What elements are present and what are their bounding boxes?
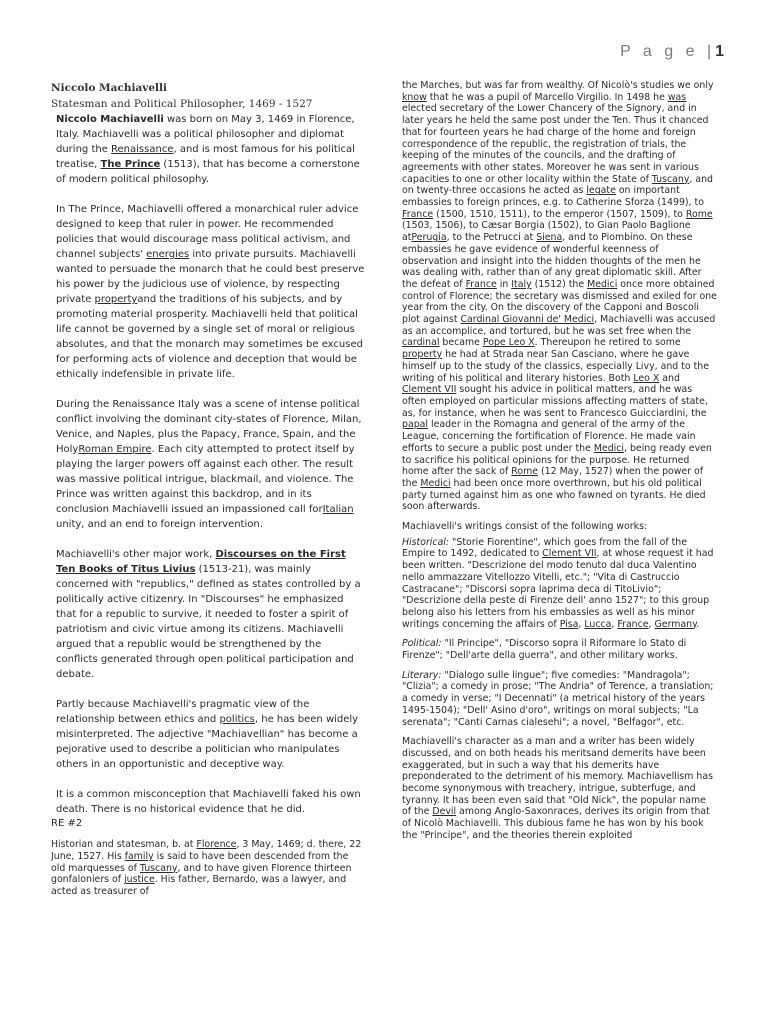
- text: leader in the Romagna and general of the army of the League, concerning the fortification of Florence. He made vain efforts to secure a public post under the: [402, 419, 696, 454]
- text: he had at Strada near San Casciano, where he gave himself up to the study of the classics, especially Livy, and to the writing of his political and literary histories. Both: [402, 349, 709, 384]
- link-was[interactable]: was: [667, 91, 687, 103]
- link-devil[interactable]: Devil: [432, 806, 457, 818]
- link-tuscany[interactable]: Tuscany: [139, 862, 178, 874]
- category-label: Historical:: [402, 536, 450, 548]
- text: ,: [578, 618, 585, 630]
- text: , and on twenty-three occasions he acted as: [402, 173, 713, 197]
- link-siena[interactable]: Siena: [536, 232, 563, 244]
- text: sought his advice in political matters, and he was often employed on particular missions affecting matters of state, as, for instance, when he was sent to Francesco Guicciardini, the: [402, 384, 708, 419]
- text: , at whose request it had been written. "Descrizione del modo tenuto dal duca Valentino nello ammazzare Vitellozzo Vitelli, etc."; "Vita di Castruccio Castracane"; "Discorsi sopra laprima deca di TitoLivio"; "Descrizione della peste di Firenze dell' anno 1527"; to this group belong also his letters from his embassies as well as his minor writings concerning the affairs of: [402, 548, 714, 630]
- link-clement-vii[interactable]: Clement VII: [402, 384, 457, 396]
- text: ,: [648, 618, 655, 630]
- text: , and to Piombino. On these embassies he gave evidence of wonderful keenness of observation and insight into the hidden thoughts of the men he was dealing with, rather than of any great diplomatic skill. After the defeat of: [402, 232, 702, 290]
- paragraph-literary: [402, 670, 717, 729]
- text: (1513), that has become a cornerstone of modern political philosophy.: [56, 159, 360, 185]
- paragraph-the-prince: [56, 202, 365, 382]
- text: , Machiavelli was accused as an accomplice, and tortured, but he was set free when the: [402, 314, 716, 337]
- paragraph-biography: [51, 839, 365, 898]
- link-lucca[interactable]: Lucca: [584, 618, 612, 630]
- link-property[interactable]: property: [402, 349, 443, 361]
- paragraph-character: [402, 736, 717, 841]
- link-legate[interactable]: legate: [586, 185, 616, 197]
- text: "Il Principe", "Discorso sopra il Riformare lo Stato di Firenze"; "Dell'arte della guerra", and other military works.: [402, 638, 687, 662]
- text: During the Renaissance Italy was a scene of intense political conflict involving the dominant city-states of Florence, Milan, Venice, and Naples, plus the Papacy, France, Spain, and the Holy: [56, 399, 362, 455]
- page-label: P a g e |: [620, 43, 716, 60]
- link-medici[interactable]: Medici: [587, 278, 618, 290]
- section-marker: RE #2: [51, 818, 83, 829]
- link-france[interactable]: France: [617, 618, 649, 630]
- link-france[interactable]: France: [465, 278, 497, 290]
- link-energies[interactable]: energies: [146, 249, 190, 260]
- text: into private pursuits. Machiavelli wanted to persuade the monarch that he could best preserve his power by the judicious use of violence, by respecting private: [56, 249, 365, 305]
- link-know[interactable]: know: [402, 91, 427, 103]
- text: "Storie Fiorentine", which goes from the fall of the Empire to 1492, dedicated to: [402, 536, 688, 560]
- text: in: [496, 278, 512, 290]
- paragraph-writings-intro: Machiavelli's writings consist of the following works:: [402, 521, 648, 533]
- link-papal[interactable]: papal: [402, 419, 428, 431]
- paragraph-historical: [402, 537, 717, 631]
- paragraph-misconception: It is a common misconception that Machiavelli faked his own death. There is no historical evidence that he did.: [56, 789, 361, 815]
- text: among Anglo-Saxonraces, derives its origin from that of Nicolò Machiavelli. This dubious fame he has won by his book the "Principe", and the theories therein exploited: [402, 806, 710, 841]
- left-small-section: [51, 817, 365, 898]
- text: on important embassies to foreign princes, e.g. to Catherine Sforza (1499), to: [402, 185, 704, 209]
- page-number-header: [620, 43, 724, 61]
- text: In The Prince, Machiavelli offered a monarchical ruler advice designed to keep that ruler in power. He recommended policies that would discourage mass political activism, and channel subjects': [56, 204, 359, 260]
- paragraph-discourses: [56, 547, 365, 682]
- link-florence[interactable]: Florence: [196, 839, 237, 850]
- text: "Dialogo sulle lingue"; five comedies: "Mandragola"; "Clizia"; a comedy in prose; "The Andria" of Terence, a translation; a comedy in verse; "I Decennati" (a metrical history of the years 1495-1504); "Dell' Asino d'oro", writings on moral subjects; "La serenata"; "Canti Carnas cialesehi"; a novel, "Belfagor", etc.: [402, 669, 714, 728]
- text: (1513-21), was mainly concerned with "republics," defined as states controlled by a politically active citizenry. In "Discourses" he emphasized that for a republic to survive, it needed to foster a spirit of patriotism and civic virtue among its citizens. Machiavelli argued that a republic would be strengthened by the conflicts generated through open political participation and debate.: [56, 564, 361, 680]
- paragraph-political: [402, 638, 717, 661]
- page-number: 1: [715, 43, 724, 60]
- link-discourses[interactable]: Discourses on the First Ten Books of Titus Livius: [56, 549, 346, 575]
- link-tuscany[interactable]: Tuscany: [651, 173, 690, 185]
- text: , to the Petrucci at: [446, 232, 537, 244]
- left-column: [51, 80, 365, 950]
- link-cardinal-giovanni[interactable]: Cardinal Giovanni de' Medici: [460, 314, 595, 326]
- link-the-prince[interactable]: The Prince: [100, 159, 161, 170]
- text: . Each city attempted to protect itself by playing the larger powers off against each other. The result was massive political intrigue, blackmail, and violence. The Prince was written against this backdrop, and in its conclusion Machiavelli issued an impassioned call for: [56, 444, 355, 515]
- text: , and to have given Florence thirteen gonfaloniers of: [51, 862, 352, 886]
- link-politics[interactable]: politics: [219, 714, 255, 725]
- link-rome[interactable]: Rome: [511, 466, 539, 478]
- article-subtitle: Statesman and Political Philosopher, 1469 - 1527: [51, 98, 313, 110]
- text: is said to have been descended from the old marquesses of: [51, 850, 349, 874]
- text: ,: [611, 618, 618, 630]
- text: unity, and an end to foreign intervention.: [56, 519, 263, 530]
- link-roman-empire[interactable]: Roman Empire: [78, 444, 152, 455]
- link-justice[interactable]: justice: [124, 874, 155, 886]
- link-france[interactable]: France: [402, 208, 434, 220]
- left-body: [56, 112, 365, 817]
- text: (12 May, 1527) when the power of the: [402, 466, 704, 489]
- link-rome[interactable]: Rome: [685, 208, 713, 220]
- text: had been once more overthrown, but his old political party turned against him as one who fawned on tyrants. He died soon afterwards.: [402, 477, 706, 513]
- text: (1503, 1506), to Cæsar Borgia (1502), to Gian Paolo Baglione at: [402, 220, 691, 244]
- right-column: [402, 80, 717, 950]
- link-property[interactable]: property: [94, 294, 138, 305]
- text: Machiavelli's other major work,: [56, 549, 216, 560]
- link-cardinal[interactable]: cardinal: [402, 337, 440, 349]
- link-pisa[interactable]: Pisa: [559, 618, 579, 630]
- text: (1512) the: [531, 278, 588, 290]
- text: the Marches, but was far from wealthy. Of Nicolò's studies we only: [402, 80, 714, 91]
- link-renaissance[interactable]: Renaissance: [111, 144, 174, 155]
- paragraph-misinterpreted: [56, 697, 365, 772]
- paragraph-intro: [56, 112, 365, 187]
- category-label: Political:: [402, 638, 442, 650]
- text: , and is most famous for his political treatise,: [56, 144, 355, 170]
- text: Machiavelli's character as a man and a writer has been widely discussed, and on both heads his meritsand demerits have been exaggerated, but in such a way that his demerits have preponderated to the detriment of his memory. Machiavellism has become synonymous with treachery, intrigue, subterfuge, and tyranny. It has been even said that "Old Nick", the popular name of the: [402, 736, 713, 818]
- text: elected secretary of the Lower Chancery of the Signory, and in later years he held the same post under the Ten. Thus it chanced that for fourteen years he had charge of the home and foreign correspondence of the republic, the registration of trials, the keeping of the minutes of the councils, and the drafting of agreements with other states. Moreover he was sent in various capacities to one or other locality within the State of: [402, 103, 709, 185]
- paragraph-renaissance-italy: [56, 397, 365, 532]
- text: and the traditions of his subjects, and by promoting material prosperity. Machiavelli held that political life cannot be governed by a single set of moral or religious absolutes, and that the monarch may sometimes be excused for performing acts of violence and deception that would be ethically indefensible in private life.: [56, 294, 363, 380]
- link-leo-x[interactable]: Leo X: [633, 372, 660, 384]
- paragraph-career: [402, 80, 717, 513]
- link-family[interactable]: family: [124, 850, 154, 862]
- subject-name: Niccolo Machiavelli: [56, 114, 164, 125]
- link-medici[interactable]: Medici: [593, 442, 625, 454]
- link-medici[interactable]: Medici: [420, 477, 451, 489]
- link-perugia[interactable]: Perugia: [411, 232, 447, 244]
- text: Partly because Machiavelli's pragmatic view of the relationship between ethics and: [56, 699, 310, 725]
- text: became: [439, 337, 483, 349]
- text: was born on May 3, 1469 in Florence, Italy. Machiavelli was a political philosopher and diplomat during the: [56, 114, 355, 155]
- article-title: Niccolo Machiavelli: [51, 82, 168, 94]
- text: once more obtained control of Florence; the secretary was dismissed and exiled for one year from the city. On the discovery of the Capponi and Boscoli plot against: [402, 278, 717, 326]
- link-germany[interactable]: Germany: [654, 618, 697, 630]
- text: , he has been widely misinterpreted. The adjective "Machiavellian" has become a pejorative used to describe a politician who manipulates others in an opportunistic and deceptive way.: [56, 714, 359, 770]
- link-clement-vii[interactable]: Clement VII: [542, 548, 597, 560]
- text: and: [659, 372, 680, 384]
- category-label: Literary:: [402, 669, 442, 681]
- link-italy[interactable]: Italy: [511, 278, 532, 290]
- text: (1500, 1510, 1511), to the emperor (1507, 1509), to: [433, 208, 686, 220]
- text: Historian and statesman, b. at: [51, 839, 197, 850]
- text: . His father, Bernardo, was a lawyer, and acted as treasurer of: [51, 874, 347, 898]
- link-pope-leo[interactable]: Pope Leo X: [482, 337, 535, 349]
- text: that he was a pupil of Marcello Virgilio. In 1498 he: [426, 91, 668, 103]
- text: . Thereupon he retired to some: [534, 337, 681, 349]
- text: , being ready even to sacrifice his political opinions for the purpose. He returned home after the sack of: [402, 442, 712, 478]
- text: , 3 May, 1469; d. there, 22 June, 1527. His: [51, 839, 362, 862]
- link-italian[interactable]: Italian: [322, 504, 354, 515]
- text: .: [696, 618, 700, 630]
